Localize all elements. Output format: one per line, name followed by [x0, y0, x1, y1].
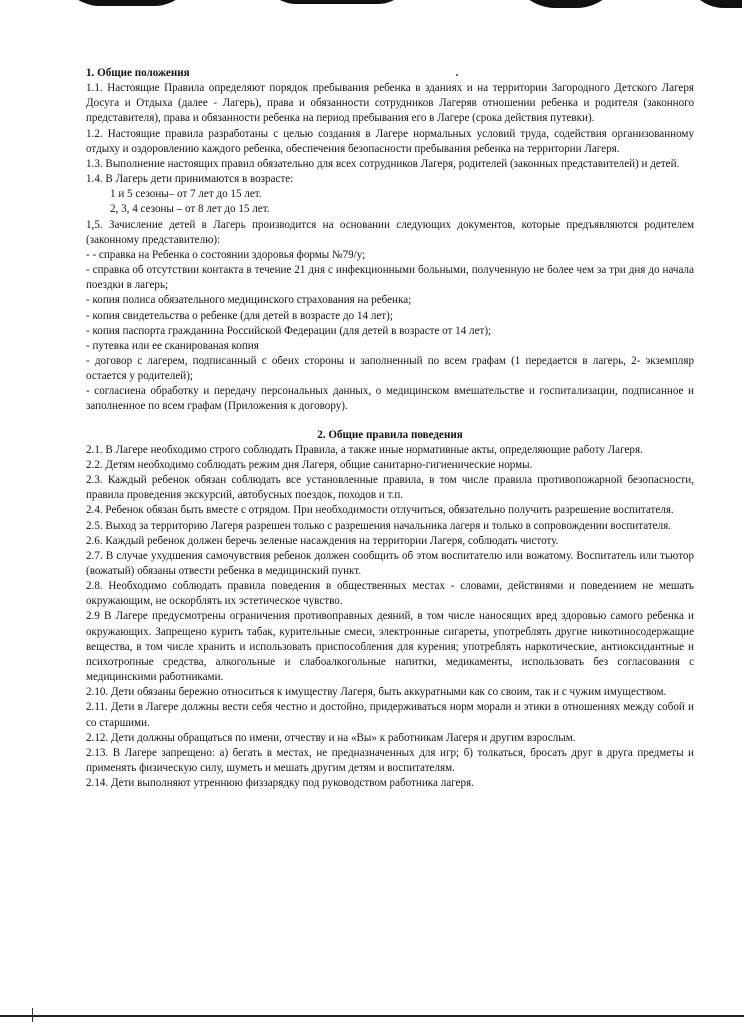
- paragraph-2-13: 2.13. В Лагере запрещено: а) бегать в местах, не предназначенных для игр; б) толкаться, бросать друг в друга предметы и применять физическую силу, шуметь и мешать другим детям и воспитателям.: [86, 746, 694, 775]
- age-range-item: 2, 3, 4 сезоны – от 8 лет до 15 лет.: [110, 203, 270, 216]
- scan-artifact-top: [508, 0, 624, 8]
- paragraph-2-7: 2.7. В случае ухудшения самочувствия ребенок должен сообщить об этом воспитателю или вожатому. Воспитатель или тьютор (вожатый) обязаны отвести ребенка в медицинский пункт.: [86, 549, 694, 577]
- paragraph-2-6: 2.6. Каждый ребенок должен беречь зеленые насаждения на территории Лагеря, соблюдать чистоту.: [86, 534, 559, 547]
- section-2-title: 2. Общие правила поведения: [317, 428, 463, 441]
- scan-artifact-top: [58, 0, 196, 6]
- document-list-item: - согласиена обработку и передачу персональных данных, о медицинском вмешательстве и госпитализации, подписанное и заполненное по всем графам (Приложения к договору).: [86, 385, 694, 413]
- paragraph-1-3: 1.3. Выполнение настоящих правил обязательно для всех сотрудников Лагеря, родителей (законных представителей) и детей.: [86, 157, 680, 170]
- paragraph-2-8: 2.8. Необходимо соблюдать правила поведения в общественных местах - словами, действиями и поведением не мешать окружающим, не оскорблять их эстетическое чувство.: [86, 580, 694, 608]
- scan-edge-line: [0, 1015, 744, 1017]
- paragraph-2-11: 2.11. Дети в Лагере должны вести себя честно и достойно, придерживаться норм морали и этики в отношениях между собой и со старшими.: [86, 701, 694, 729]
- document-list-item: - копия полиса обязательного медицинского страхования на ребенка;: [86, 294, 412, 307]
- document-list-item: - копия паспорта гражданина Российской Федерации (для детей в возрасте от 14 лет);: [86, 324, 492, 337]
- paragraph-2-10: 2.10. Дети обязаны бережно относиться к имуществу Лагеря, быть аккуратными как со своим, так и с чужим имуществом.: [86, 686, 667, 699]
- age-range-item: 1 и 5 сезоны– от 7 лет до 15 лет.: [110, 188, 262, 201]
- scan-artifact-top: [684, 0, 742, 8]
- section-1-title: 1. Общие положения: [86, 67, 190, 79]
- document-body: [86, 66, 694, 791]
- paragraph-2-14: 2.14. Дети выполняют утреннюю физзарядку под руководством работника лагеря.: [86, 777, 474, 790]
- paragraph-2-9: 2.9 В Лагере предусмотрены ограничения противоправных деяний, в том числе наносящих вред здоровью самого ребенка и окружающих. Запрещено курить табак, курительные смеси, электронные сигареты, употреблять другие никотиносодержащие вещества, в том числе хранить и использовать приспособления для курения; употреблять наркотические, антиоксидантные и психотропные средства, алкогольные и слабоалкогольные напитки, медикаменты, использовать без согласования с медицинскими работниками.: [86, 610, 694, 684]
- paragraph-1-2: 1.2. Настоящие правила разработаны с целью создания в Лагере нормальных условий труда, содействия организованному отдыху и оздоровлению каждого ребенка, обеспечения безопасности пребывания ребенка на территории Лагеря.: [86, 127, 694, 155]
- document-list-item: - договор с лагерем, подписанный с обеих стороны и заполненный по всем графам (1 передается в лагерь, 2- экземпляр остается у родителей);: [86, 354, 694, 383]
- paragraph-2-12: 2.12. Дети должны обращаться по имени, отчеству и на «Вы» к работникам Лагеря и другим взрослым.: [86, 731, 576, 744]
- paragraph-2-4: 2.4. Ребенок обязан быть вместе с отрядом. При необходимости отлучиться, обязательно получить разрешение воспитателя.: [86, 504, 674, 517]
- document-list-item: - - справка на Ребенка о состоянии здоровья формы №79/у;: [86, 248, 366, 261]
- paragraph-2-3: 2.3. Каждый ребенок обязан соблюдать все установленные правила, в том числе правила противопожарной безопасности, правила проведения экскурсий, автобусных поездок, походов и т.п.: [86, 474, 694, 502]
- paragraph-1-1: 1.1. Настоящие Правила определяют порядок пребывания ребенка в зданиях и на территории Загородного Детского Лагеря Досуга и Отдыха (далее - Лагерь), права и обязанности сотрудников Лагеряв отношении ребенка и родителя (законного представителя), права и обязанности ребенка на период пребывания его в Лагере (срока действия путевки).: [86, 82, 694, 125]
- document-list-item: - путевка или ее сканированая копия: [86, 339, 259, 352]
- paragraph-2-1: 2.1. В Лагере необходимо строго соблюдать Правила, а также иные нормативные акты, определяющие работу Лагеря.: [86, 443, 643, 456]
- paragraph-1-5: 1,5. Зачисление детей в Лагерь производится на основании следующих документов, которые предъявляются родителем (законному представителю):: [86, 218, 694, 246]
- scan-edge-tick: [32, 1008, 33, 1022]
- paragraph-2-2: 2.2. Детям необходимо соблюдать режим дня Лагеря, общие санитарно-гигиенические нормы.: [86, 458, 533, 471]
- document-list-item: - копия свидетельства о ребенке (для детей в возрасте до 14 лет);: [86, 309, 393, 322]
- scan-artifact-top: [262, 0, 412, 4]
- paragraph-2-5: 2.5. Выход за территорию Лагеря разрешен только с разрешения начальника лагеря и только в сопровождении воспитателя.: [86, 519, 672, 532]
- document-list-item: - справка об отсутствии контакта в течение 21 дня с инфекционными больными, полученную не более чем за три дня до начала поездки в лагерь;: [86, 264, 694, 292]
- paragraph-1-4: 1.4. В Лагерь дети принимаются в возрасте:: [86, 173, 294, 186]
